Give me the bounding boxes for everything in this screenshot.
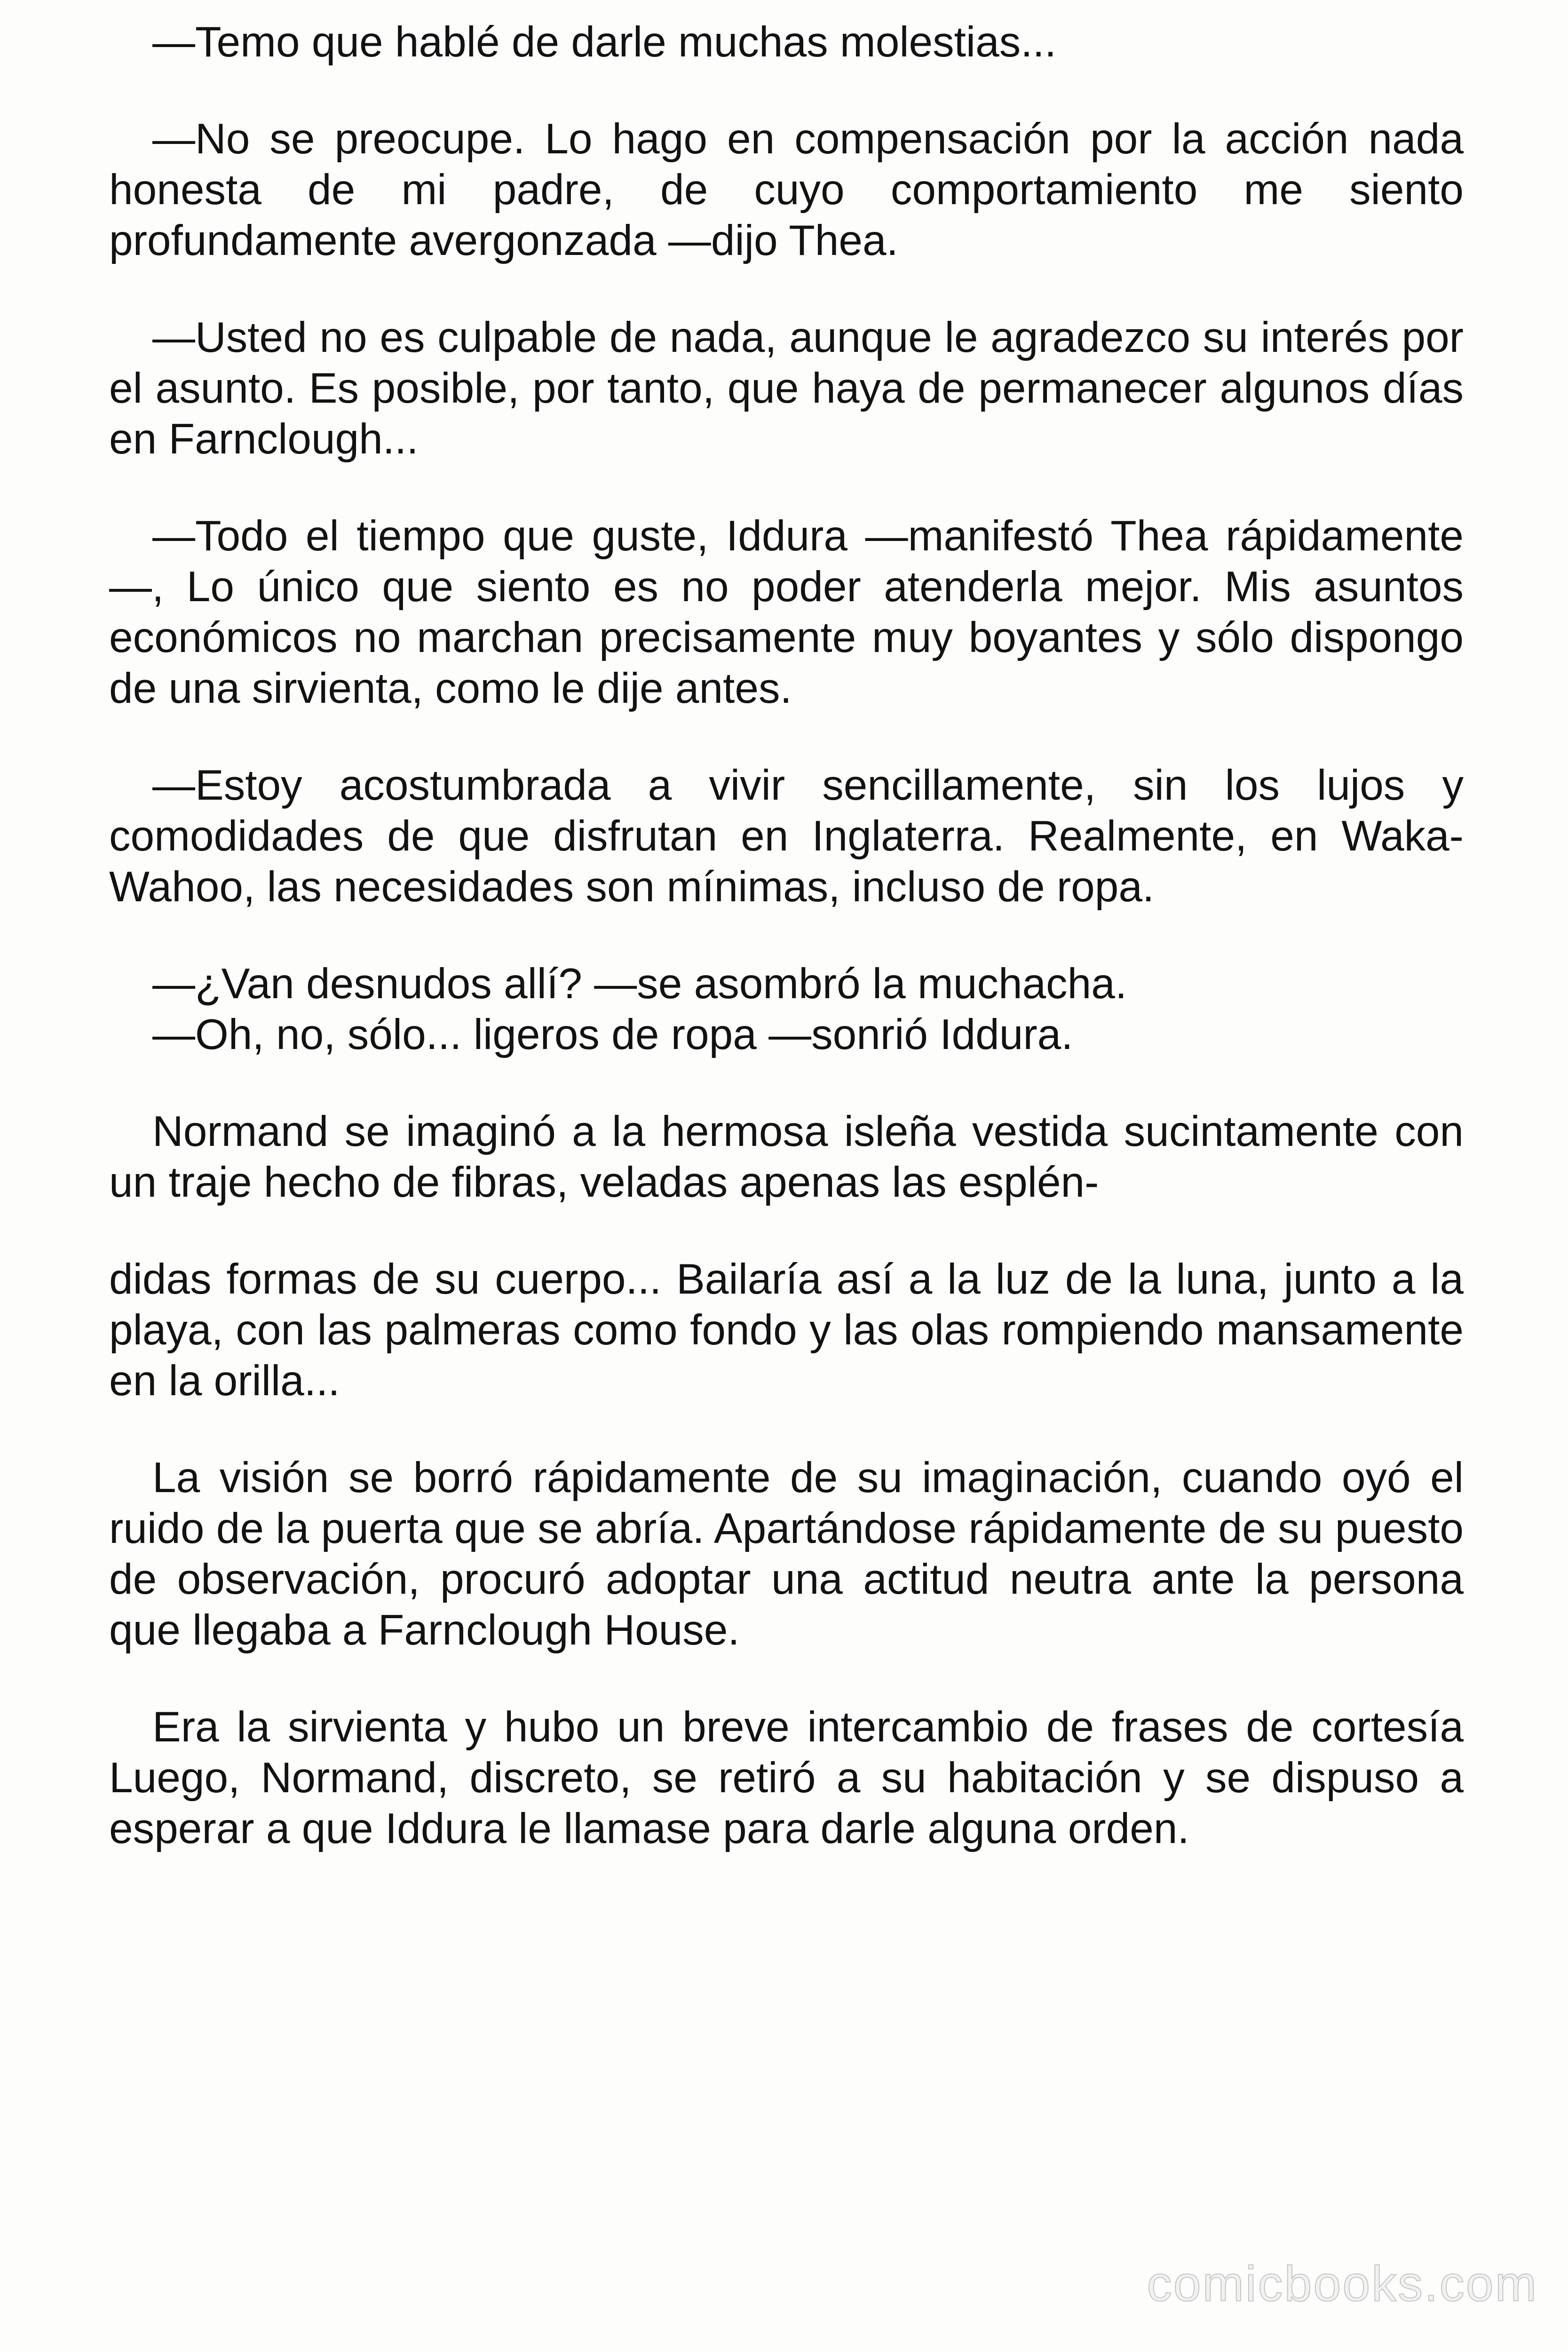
paragraph: —Oh, no, sólo... ligeros de ropa —sonrió Iddura. <box>152 1011 1073 1058</box>
paragraph: La visión se borró rápidamente de su imaginación, cuando oyó el ruido de la puerta que se abría. Apartándose rápidamente de su puesto de observación, procuró adoptar una actitud neutra ante la persona que llegaba a Farnclough House. <box>109 1454 1464 1654</box>
paragraph: Normand se imaginó a la hermosa isleña vestida sucintamente con un traje hecho de fibras, veladas apenas las esplén- <box>109 1108 1464 1206</box>
site-watermark: comicbooks.com <box>1147 2256 1538 2312</box>
paragraph-continuation: didas formas de su cuerpo... Bailaría así a la luz de la luna, junto a la playa, con las palmeras como fondo y las olas rompiendo mansamente en la orilla... <box>109 1255 1464 1405</box>
paragraph: —Todo el tiempo que guste, Iddura —manifestó Thea rápidamente —, Lo único que siento es no poder atenderla mejor. Mis asuntos económicos no marchan precisamente muy boyantes y sólo dispongo de una sirvienta, como le dije antes. <box>109 512 1464 712</box>
paragraph: —Estoy acostumbrada a vivir sencillamente, sin los lujos y comodidades de que disfrutan en Inglaterra. Realmente, en Waka-Wahoo, las necesidades son mínimas, incluso de ropa. <box>109 762 1464 911</box>
paragraph: Era la sirvienta y hubo un breve intercambio de frases de cortesía Luego, Normand, discreto, se retiró a su habitación y se dispuso a esperar a que Iddura le llamase para darle alguna orden. <box>109 1703 1464 1852</box>
page-break-gap <box>109 1208 1464 1254</box>
paragraph: —No se preocupe. Lo hago en compensación por la acción nada honesta de mi padre, de cuyo comportamiento me siento profundamente avergonzada —dijo Thea. <box>109 115 1464 264</box>
paragraph: —Temo que hablé de darle muchas molestias... <box>152 18 1057 66</box>
text-column <box>109 17 1464 1900</box>
paragraph: —Usted no es culpable de nada, aunque le agradezco su interés por el asunto. Es posible, por tanto, que haya de permanecer algunos días en Farnclough... <box>109 314 1464 463</box>
paragraph: —¿Van desnudos allí? —se asombró la muchacha. <box>152 960 1127 1008</box>
